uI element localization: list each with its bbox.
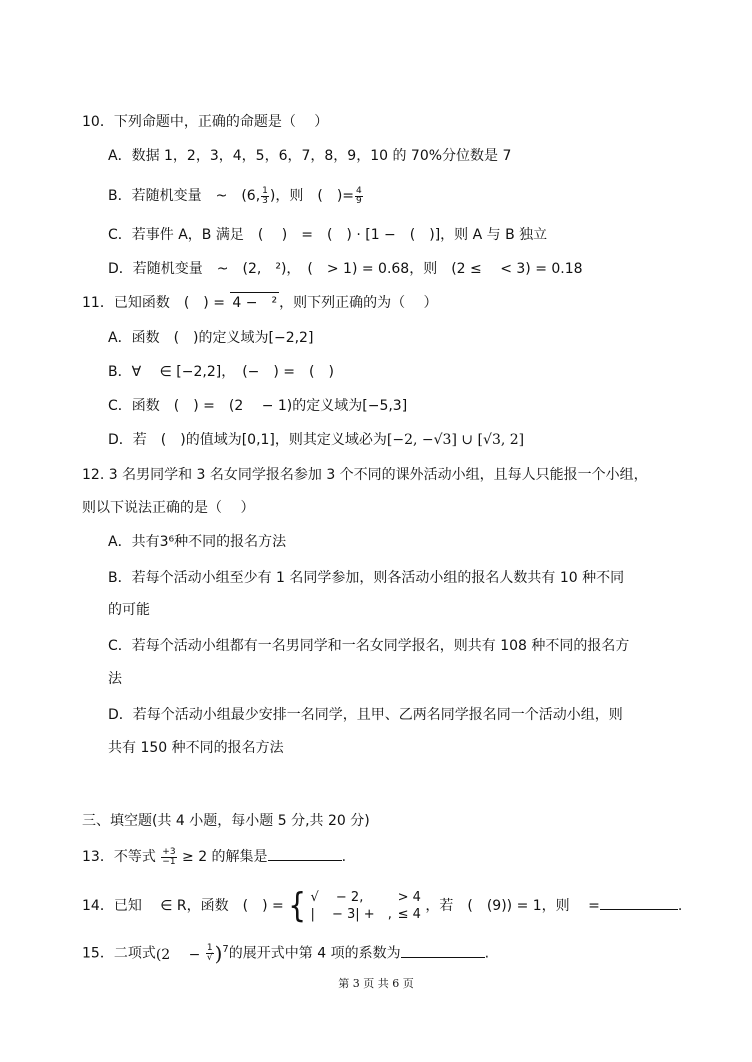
q10-option-c: C．若事件 A，B 满足 ( ) = ( ) · [1 − ( )]，则 A 与 B 独立 bbox=[108, 227, 548, 243]
q11-option-d bbox=[108, 430, 524, 450]
q13-end: . bbox=[341, 849, 347, 865]
q11-option-d-text: D．若 ( )的值域为[0,1]，则其定义域必为 bbox=[108, 432, 387, 448]
exponent: 7 bbox=[222, 944, 229, 955]
q13-fraction bbox=[161, 848, 176, 867]
q15-fraction bbox=[206, 944, 214, 963]
frac-denominator: √ bbox=[206, 953, 213, 964]
q12-option-a: A．共有3⁶种不同的报名方法 bbox=[108, 534, 287, 550]
q10-option-b bbox=[108, 186, 364, 206]
answer-blank[interactable] bbox=[600, 895, 678, 910]
q15-post: 的展开式中第 4 项的系数为 bbox=[228, 945, 401, 962]
q12-stem-line2: 则以下说法正确的是（ ） bbox=[82, 500, 255, 516]
q10-b-fraction bbox=[261, 187, 269, 206]
frac-numerator: 1 bbox=[206, 943, 213, 954]
q12-option-b-line1: B．若每个活动小组至少有 1 名同学参加，则各活动小组的报名人数共有 10 种不同 bbox=[108, 570, 625, 586]
section-heading: 三、填空题(共 4 小题，每小题 5 分,共 20 分) bbox=[82, 813, 370, 829]
q12-option-d-line2: 共有 150 种不同的报名方法 bbox=[108, 740, 284, 756]
q11-option-c: C．函数 ( ) = (2 − 1)的定义域为[−5,3] bbox=[108, 398, 408, 414]
q13 bbox=[82, 846, 346, 867]
q14-case-1 bbox=[310, 889, 420, 906]
answer-blank[interactable] bbox=[268, 846, 342, 861]
page-footer: 第 3 页 共 6 页 bbox=[338, 977, 414, 990]
q15-binomial bbox=[156, 940, 205, 964]
q11-option-b: B．∀ ∈ [−2,2]， (− ) = ( ) bbox=[108, 364, 334, 380]
q13-pre: 13．不等式 bbox=[82, 849, 156, 865]
q15 bbox=[82, 936, 489, 969]
frac-numerator: 4 bbox=[356, 185, 362, 196]
q14-mid: ，若 ( (9)) = 1，则 = bbox=[425, 898, 600, 914]
q10-option-a: A．数据 1，2，3，4，5，6，7，8，9，10 的 70%分位数是 7 bbox=[108, 148, 512, 164]
q10-option-b-text: B．若随机变量 ~ (6, bbox=[108, 188, 261, 204]
q14-end: . bbox=[677, 898, 683, 914]
frac-denominator: 3 bbox=[262, 195, 268, 206]
q10-option-b-mid: )，则 ( )= bbox=[269, 188, 355, 204]
close-paren: ) bbox=[214, 941, 223, 966]
answer-blank[interactable] bbox=[401, 943, 485, 958]
q10-option-d: D．若随机变量 ~ (2, ²)， ( > 1) = 0.68，则 (2 ≤ < 3) = 0.18 bbox=[108, 261, 583, 277]
q15-pre: 15．二项式 bbox=[82, 945, 156, 962]
case-cond: ≤ 4 bbox=[380, 907, 421, 922]
left-brace: { bbox=[288, 885, 307, 926]
q13-post: ≥ 2 的解集是 bbox=[182, 849, 268, 865]
frac-denominator: −1 bbox=[162, 856, 176, 867]
case-expr: | − 3| + , bbox=[310, 907, 392, 922]
q12-stem-line1: 12. 3 名男同学和 3 名女同学报名参加 3 个不同的课外活动小组，且每人只能报一个小组， bbox=[82, 467, 648, 483]
q15-end: . bbox=[484, 945, 490, 962]
q14-piecewise bbox=[310, 889, 420, 923]
binomial-expr: (2 − bbox=[155, 947, 205, 964]
q11-option-a: A．函数 ( )的定义域为[−2,2] bbox=[108, 330, 314, 346]
q12-option-c-line1: C．若每个活动小组都有一名男同学和一名女同学报名，则共有 108 种不同的报名方 bbox=[108, 638, 630, 654]
case-cond: > 4 bbox=[380, 890, 421, 905]
q11-stem bbox=[82, 292, 438, 313]
q14-pre: 14．已知 ∈ R，函数 ( ) = bbox=[82, 898, 284, 914]
case-expr: √ − 2, bbox=[310, 890, 364, 905]
q11-stem-pre: 11．已知函数 ( ) = bbox=[82, 295, 230, 311]
q10-b-fraction-2 bbox=[355, 187, 363, 206]
q12-option-b-line2: 的可能 bbox=[108, 602, 150, 618]
q11-option-d-interval: [−2, −√3] ∪ [√3, 2] bbox=[386, 432, 525, 448]
q12-option-d-line1: D．若每个活动小组最少安排一名同学，且甲、乙两名同学报名同一个活动小组，则 bbox=[108, 707, 623, 723]
frac-numerator: 1 bbox=[262, 185, 268, 196]
q10-stem: 10．下列命题中，正确的命题是（ ） bbox=[82, 114, 329, 130]
q14 bbox=[82, 886, 682, 926]
q11-stem-post: ，则下列正确的为（ ） bbox=[279, 295, 438, 311]
q14-case-2 bbox=[310, 906, 420, 923]
q11-sqrt-expr: 4 − ² bbox=[230, 292, 279, 313]
frac-numerator: +3 bbox=[162, 846, 176, 857]
q12-option-c-line2: 法 bbox=[108, 671, 122, 687]
frac-denominator: 9 bbox=[356, 195, 362, 206]
